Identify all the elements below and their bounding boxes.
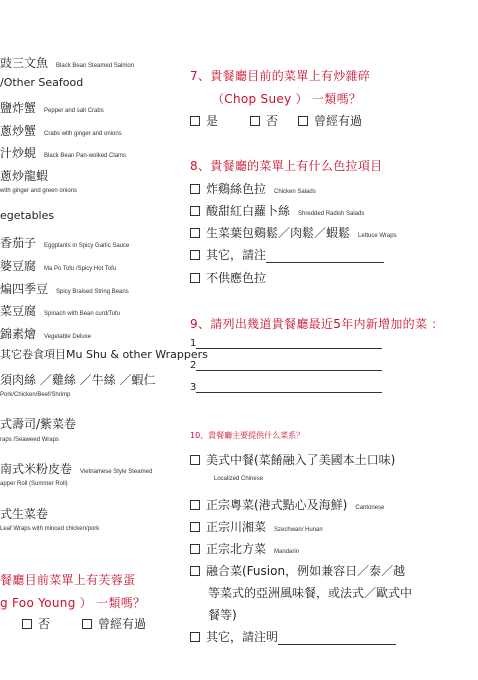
checkbox[interactable]	[22, 619, 32, 629]
line-number: 1	[190, 338, 197, 349]
option-label: 美式中餐(菜餚融入了美國本土口味)	[206, 453, 396, 467]
dish-cn: 蔥炒龍蝦	[0, 169, 49, 183]
option-label: 生菜葉包鷄鬆／肉鬆／蝦鬆	[206, 226, 351, 240]
checkbox[interactable]	[82, 619, 92, 629]
checkbox[interactable]	[190, 250, 200, 260]
option-label: 融合菜(Fusion，例如兼容日／泰／越	[206, 564, 406, 578]
menu-item	[0, 255, 116, 274]
option-label: 否	[266, 114, 279, 128]
checkbox[interactable]	[190, 206, 200, 216]
question-7-title: 7、貴餐廳目前的菜單上有炒雜碎	[190, 69, 371, 83]
answer-line[interactable]	[196, 338, 382, 349]
q9-line-3[interactable]	[190, 382, 382, 393]
line-number: 3	[190, 382, 197, 393]
dish-cn: 錦素燴	[0, 327, 37, 341]
other-input-line[interactable]	[266, 252, 384, 263]
dish-cn: 豉三文魚	[0, 56, 49, 70]
dish-cn: 南式米粉皮卷	[0, 462, 73, 476]
dish-en: Black Bean Steamed Salmon	[56, 63, 135, 69]
checkbox[interactable]	[190, 116, 200, 126]
option-label: 曾經有過	[314, 114, 363, 128]
menu-item	[0, 52, 134, 71]
menu-item	[0, 503, 48, 522]
option-en: Mandarin	[274, 549, 300, 555]
dish-en: Pepper and salt Crabs	[44, 108, 104, 114]
option-label: 酸甜紅白蘿卜絲	[206, 204, 291, 218]
checkbox[interactable]	[190, 566, 200, 576]
dish-cn: 式生菜卷	[0, 507, 49, 521]
dish-en: Spicy Braised String Beans	[56, 289, 129, 295]
option-label: 否	[38, 617, 51, 631]
menu-item	[0, 165, 48, 184]
q10-option-other[interactable]	[190, 628, 396, 645]
q8-option-lettuce-wraps[interactable]	[190, 224, 397, 241]
line-number: 2	[190, 360, 197, 371]
question-9-title: 9、請列出幾道貴餐廳最近5年内新增加的菜 ：	[190, 317, 444, 331]
menu-item	[0, 300, 120, 319]
option-no[interactable]	[22, 615, 50, 632]
checkbox[interactable]	[190, 544, 200, 554]
q10-option-szechwan[interactable]	[190, 518, 323, 535]
question-8-title: 8、貴餐廳的菜單上有什么色拉項目	[190, 159, 383, 173]
menu-item	[0, 278, 129, 297]
option-en: Chicken Salads	[274, 189, 316, 195]
dish-cn: 式壽司/紫菜卷	[0, 417, 77, 431]
option-label: 曾經有過	[98, 617, 147, 631]
section-heading: 其它卷食項目Mu Shu & other Wrappers	[0, 348, 208, 361]
section-heading: egetables	[0, 209, 55, 222]
option-label: 是	[206, 114, 219, 128]
option-label-cont: 餐等)	[208, 608, 237, 622]
q10-option-mandarin[interactable]	[190, 540, 299, 557]
menu-item	[0, 120, 122, 139]
dish-en: apper Roll (Summer Roll)	[0, 481, 68, 487]
dish-en: Black Bean Pan-wolked Clams	[44, 153, 127, 159]
menu-item	[0, 413, 76, 432]
q8-option-none[interactable]	[190, 269, 266, 286]
checkbox[interactable]	[190, 273, 200, 283]
answer-line[interactable]	[196, 360, 382, 371]
question-egg-foo-young: 餐廳目前菜單上有芙蓉蛋	[0, 573, 136, 587]
section-heading: /Other Seafood	[0, 76, 84, 89]
dish-en: with ginger and green onions	[0, 188, 78, 194]
q10-option-cantonese[interactable]	[190, 496, 384, 513]
menu-item	[0, 458, 152, 477]
option-had[interactable]	[82, 615, 146, 632]
checkbox[interactable]	[190, 228, 200, 238]
checkbox[interactable]	[190, 184, 200, 194]
option-label: 正宗北方菜	[206, 542, 267, 556]
option-label: 其它，請注明	[206, 630, 279, 644]
q10-option-fusion[interactable]	[190, 562, 405, 579]
checkbox[interactable]	[190, 632, 200, 642]
menu-item	[0, 369, 155, 388]
dish-cn: 煸四季豆	[0, 282, 49, 296]
dish-cn: 鹽炸蟹	[0, 101, 37, 115]
checkbox[interactable]	[190, 500, 200, 510]
dish-en: Leaf Wraps with minced chicken/pork	[0, 526, 100, 532]
option-label: 其它，請注	[206, 248, 267, 262]
option-label: 不供應色拉	[206, 271, 267, 285]
q8-option-radish-salad[interactable]	[190, 202, 364, 219]
question-7-title-line2: （Chop Suey ） 一類嗎？	[212, 92, 362, 106]
q7-option-no[interactable]	[250, 112, 278, 129]
q8-option-other[interactable]	[190, 246, 384, 263]
option-en: Lettuce Wraps	[358, 233, 397, 239]
dish-en: Vietnamese Style Steamed	[80, 469, 153, 475]
menu-item	[0, 97, 104, 116]
dish-cn: 香茄子	[0, 236, 37, 250]
q9-line-2[interactable]	[190, 360, 382, 371]
option-en: Cantonese	[355, 505, 385, 511]
menu-item	[0, 232, 129, 251]
option-label: 正宗川湘菜	[206, 520, 267, 534]
dish-cn: 汁炒蜆	[0, 146, 37, 160]
dish-en: Eggplants in Spicy Garlic Sauce	[44, 243, 130, 249]
checkbox[interactable]	[250, 116, 260, 126]
dish-cn: 須肉絲 ／雞絲 ／牛絲 ／蝦仁	[0, 373, 156, 387]
menu-item	[0, 142, 126, 161]
dish-cn: 婆豆腐	[0, 259, 37, 273]
question-10-title: 10、貴餐廳主要提供什么菜系？	[190, 431, 305, 440]
q7-option-yes[interactable]	[190, 112, 218, 129]
dish-en: Ma Po Tofu /Spicy Hot Tofu	[44, 266, 117, 272]
other-input-line[interactable]	[278, 634, 396, 645]
answer-line[interactable]	[196, 382, 382, 393]
q10-option-american-chinese[interactable]	[190, 451, 395, 468]
dish-en: Crabs with ginger and onions	[44, 131, 122, 137]
checkbox[interactable]	[190, 455, 200, 465]
option-label-cont: 等菜式的亞洲風味餐，或法式／歐式中	[208, 586, 413, 600]
dish-cn: 蔥炒蟹	[0, 124, 37, 138]
option-en: Szechwan/ Hunan	[274, 527, 323, 533]
dish-en: Vegetable Deluxe	[44, 334, 92, 340]
option-label: 炸鷄絲色拉	[206, 182, 267, 196]
option-en: Localized Chinese	[214, 476, 264, 482]
dish-en: Spinach with Bean curd/Tofu	[44, 311, 121, 317]
option-label: 正宗粵菜(港式點心及海鮮)	[206, 498, 348, 512]
q7-option-had[interactable]	[298, 112, 362, 129]
q9-line-1[interactable]	[190, 338, 382, 349]
q8-option-chicken-salad[interactable]	[190, 180, 316, 197]
dish-en: Pork/Chicken/Beef/Shrimp	[0, 392, 71, 398]
dish-en: raps /Seaweed Wraps	[0, 437, 59, 443]
dish-cn: 菜豆腐	[0, 304, 37, 318]
checkbox[interactable]	[298, 116, 308, 126]
menu-item	[0, 323, 91, 342]
question-egg-foo-young-line2: g Foo Young ） 一類嗎？	[0, 596, 146, 610]
option-en: Shredded Radish Salads	[298, 211, 365, 217]
checkbox[interactable]	[190, 522, 200, 532]
